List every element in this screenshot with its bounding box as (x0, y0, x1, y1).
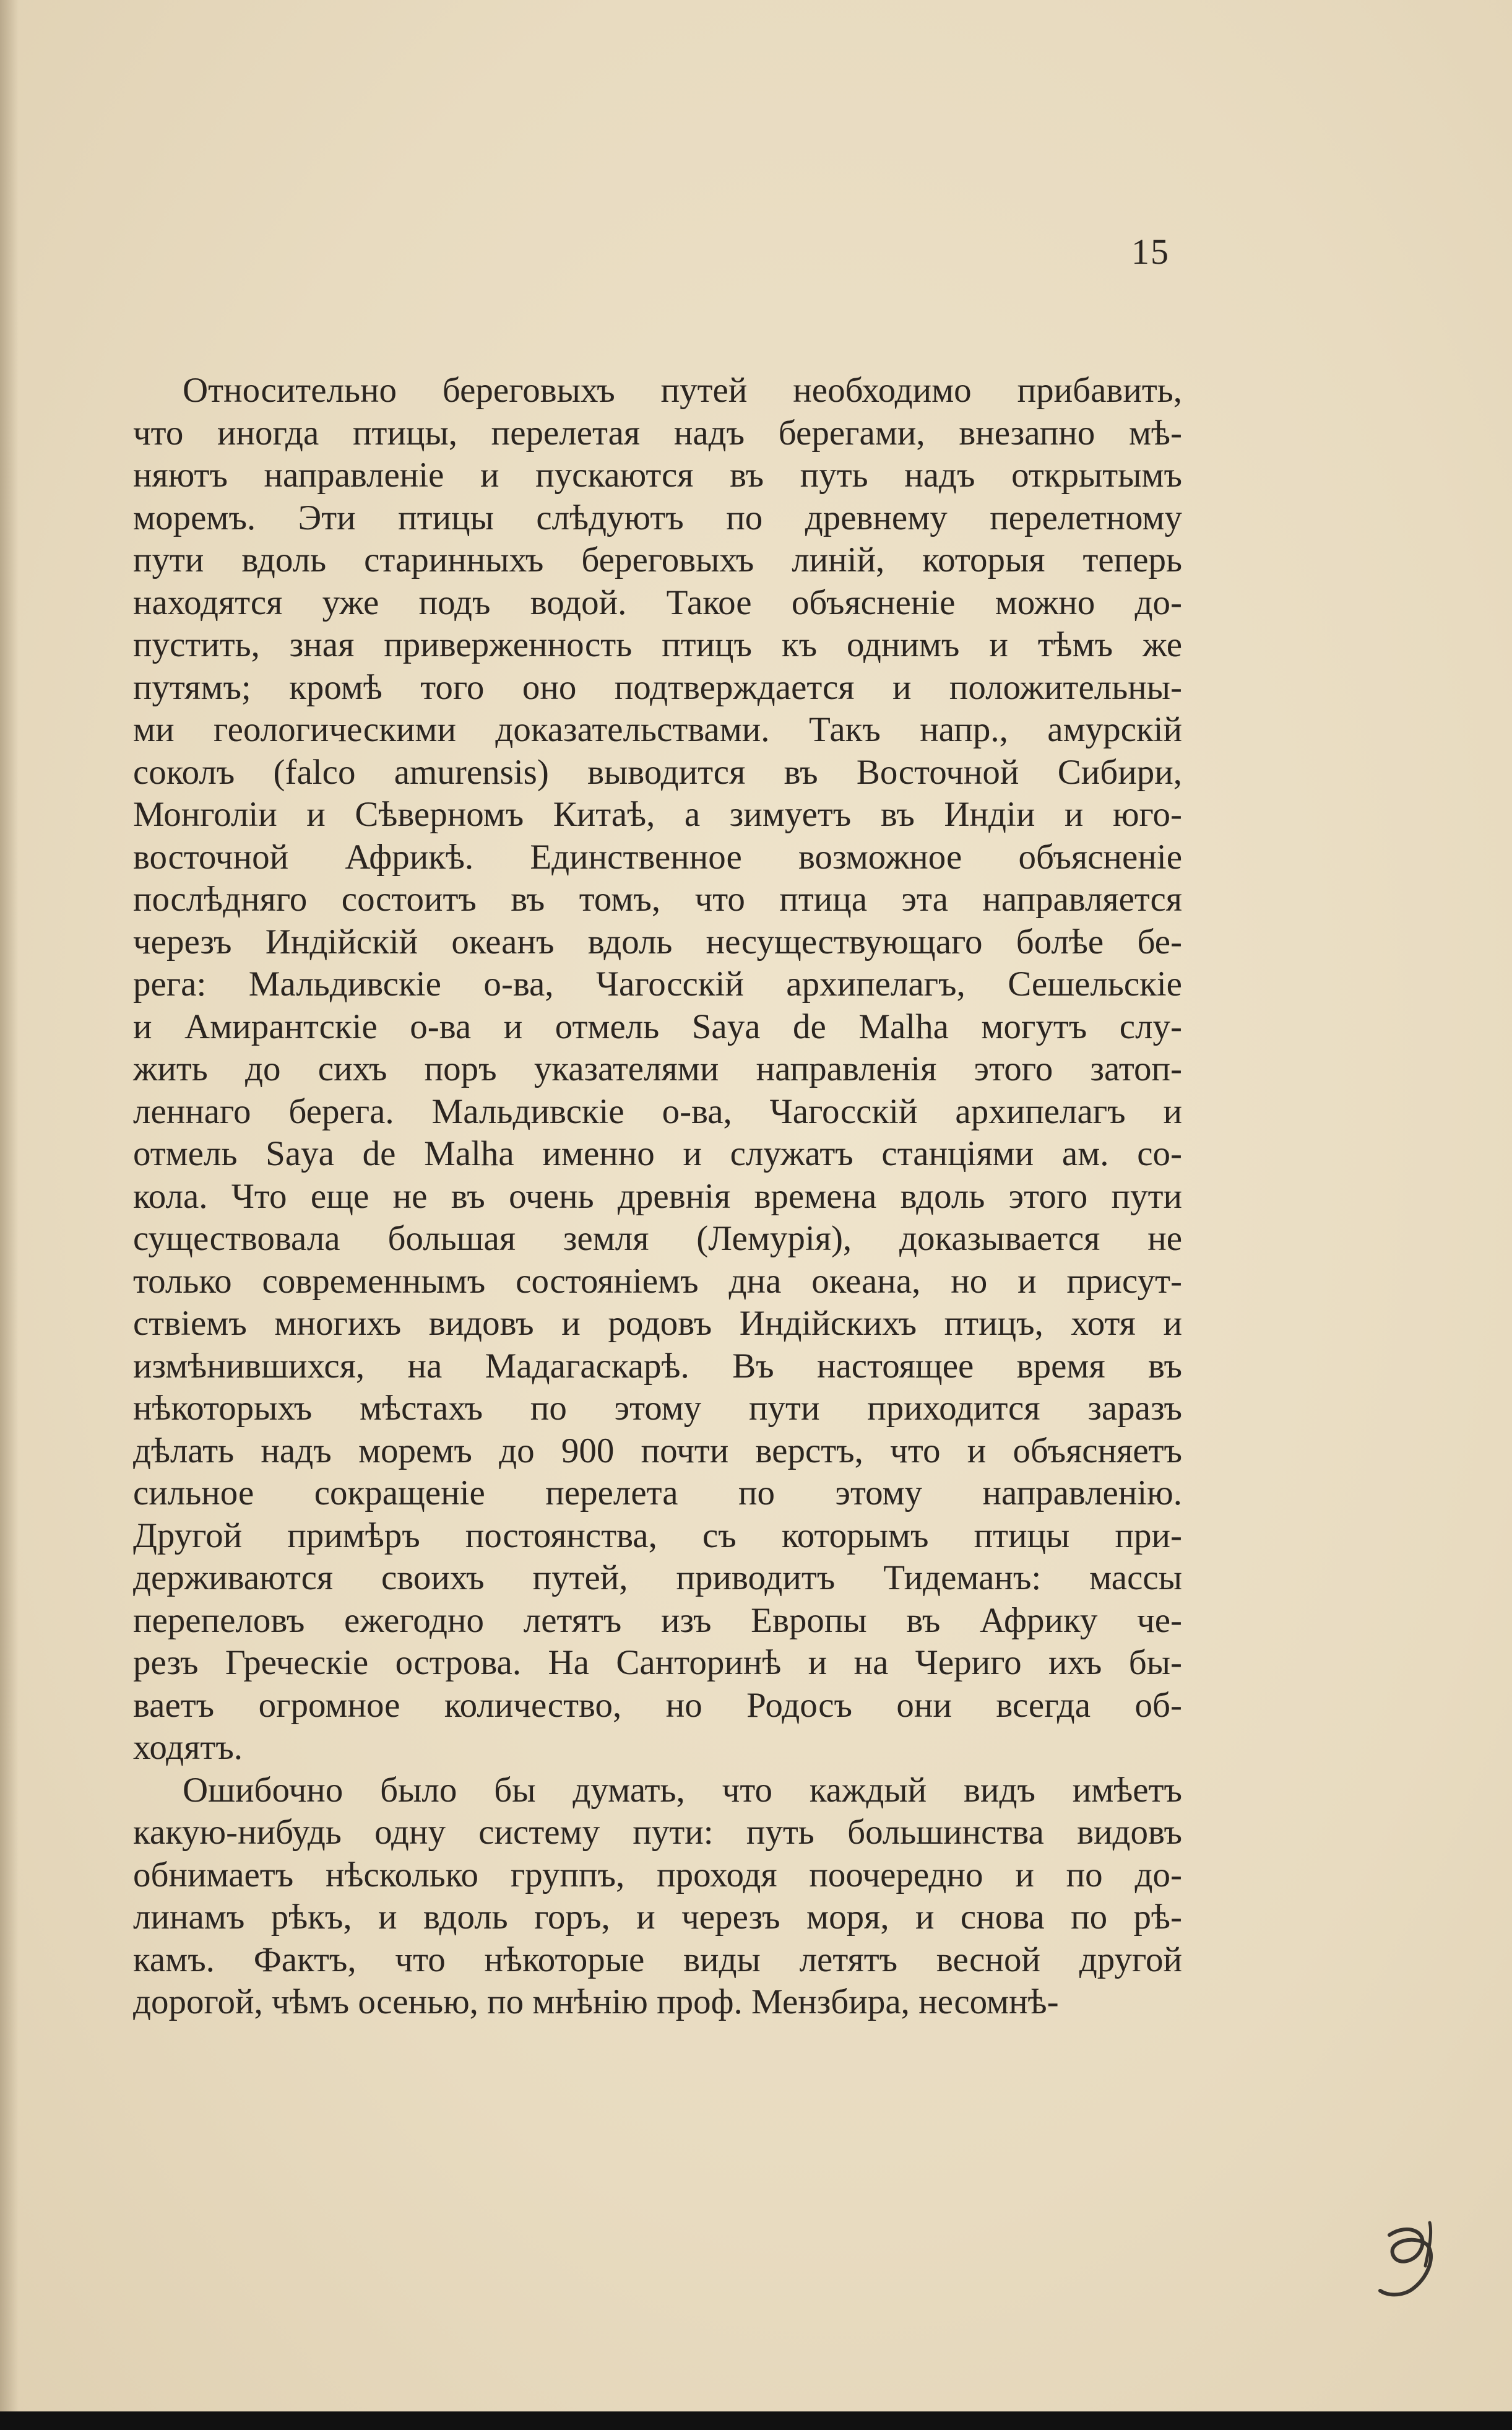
text-line: только современнымъ состояніемъ дна океана, но и присут- (133, 1261, 1182, 1301)
text-line: линамъ рѣкъ, и вдоль горъ, и черезъ моря, и снова по рѣ- (133, 1898, 1182, 1937)
text-line: дѣлать надъ моремъ до 900 почти верстъ, что и объясняетъ (133, 1431, 1182, 1470)
text-line: Относительно береговыхъ путей необходимо прибавить, (183, 371, 1182, 410)
text-line: жить до сихъ поръ указателями направленія этого затоп- (133, 1049, 1182, 1088)
page-number: 15 (1131, 232, 1170, 272)
text-line: измѣнившихся, на Мадагаскарѣ. Въ настоящее время въ (133, 1346, 1182, 1386)
text-line: восточной Африкѣ. Единственное возможное объясненіе (133, 837, 1182, 877)
text-line: ходятъ. (133, 1728, 243, 1767)
text-line: дорогой, чѣмъ осенью, по мнѣнію проф. Мензбира, несомнѣ- (133, 1982, 1059, 2021)
text-line: моремъ. Эти птицы слѣдуютъ по древнему перелетному (133, 498, 1182, 537)
text-line: Монголіи и Сѣверномъ Китаѣ, а зимуетъ въ Индіи и юго- (133, 795, 1182, 834)
text-line: камъ. Фактъ, что нѣкоторые виды летятъ весной другой (133, 1940, 1182, 1979)
text-line: отмель Saya de Malha именно и служатъ станціями ам. со- (133, 1134, 1182, 1173)
text-line: путямъ; кромѣ того оно подтверждается и положительны- (133, 667, 1182, 707)
text-line: находятся уже подъ водой. Такое объясненіе можно до- (133, 583, 1182, 622)
text-line: держиваются своихъ путей, приводитъ Тидеманъ: массы (133, 1558, 1182, 1597)
scan-edge (0, 2411, 1512, 2430)
text-line: сильное сокращеніе перелета по этому направленію. (133, 1473, 1182, 1512)
text-line: послѣдняго состоитъ въ томъ, что птица эта направляется (133, 880, 1182, 919)
text-line: Другой примѣръ постоянства, съ которымъ птицы при- (133, 1516, 1182, 1555)
text-line: рега: Мальдивскіе о-ва, Чагосскій архипелагъ, Сешельскіе (133, 965, 1182, 1004)
text-line: резъ Греческіе острова. На Санторинѣ и на Чериго ихъ бы- (133, 1643, 1182, 1682)
text-line: няютъ направленіе и пускаются въ путь надъ открытымъ (133, 456, 1182, 495)
text-line: и Амирантскіе о-ва и отмель Saya de Malha могутъ слу- (133, 1007, 1182, 1046)
text-line: ствіемъ многихъ видовъ и родовъ Индійскихъ птицъ, хотя и (133, 1304, 1182, 1343)
text-line: перепеловъ ежегодно летятъ изъ Европы въ Африку че- (133, 1600, 1182, 1640)
body-text (133, 370, 1182, 2024)
text-line: какую-нибудь одну систему пути: путь большинства видовъ (133, 1813, 1182, 1852)
text-line: кола. Что еще не въ очень древнія времена вдоль этого пути (133, 1176, 1182, 1216)
text-line: ми геологическими доказательствами. Такъ напр., амурскій (133, 710, 1182, 749)
text-line: что иногда птицы, перелетая надъ берегами, внезапно мѣ- (133, 413, 1182, 453)
text-line: Ошибочно было бы думать, что каждый видъ имѣетъ (183, 1770, 1182, 1810)
text-line: черезъ Индійскій океанъ вдоль несуществующаго болѣе бе- (133, 922, 1182, 961)
text-line: пустить, зная приверженность птицъ къ однимъ и тѣмъ же (133, 625, 1182, 664)
text-line: нѣкоторыхъ мѣстахъ по этому пути приходится заразъ (133, 1389, 1182, 1428)
text-line: существовала большая земля (Лемурія), доказывается не (133, 1219, 1182, 1258)
binding-shadow (0, 0, 19, 2430)
text-line: ваетъ огромное количество, но Родосъ они всегда об- (133, 1685, 1182, 1725)
text-line: обнимаетъ нѣсколько группъ, проходя поочередно и по до- (133, 1855, 1182, 1894)
pencil-mark-icon (1371, 2216, 1451, 2309)
text-line: соколъ (falco amurensis) выводится въ Восточной Сибири, (133, 752, 1182, 792)
text-line: леннаго берега. Мальдивскіе о-ва, Чагосскій архипелагъ и (133, 1091, 1182, 1131)
text-line: пути вдоль старинныхъ береговыхъ линій, которыя теперь (133, 540, 1182, 579)
